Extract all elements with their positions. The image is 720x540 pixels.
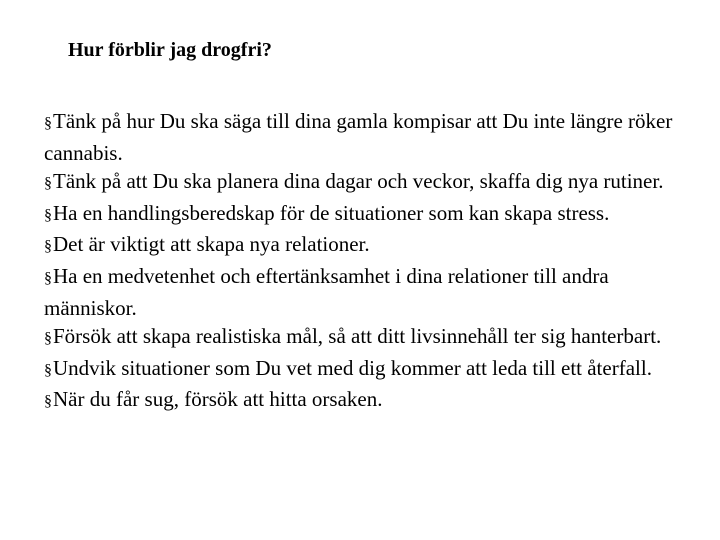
bullet-marker-icon: § [44,206,52,224]
bullet-text: När du får sug, försök att hitta orsaken. [53,387,383,412]
bullet-text: Ha en medvetenhet och eftertänksamhet i dina relationer till andra människor. [44,263,609,320]
bullet-text: Det är viktigt att skapa nya relationer. [53,232,370,257]
bullet-text: Tänk på att Du ska planera dina dagar och veckor, skaffa dig nya rutiner. [53,169,664,194]
bullet-list [44,107,704,417]
bullet-item [44,322,704,354]
bullet-item [44,230,704,262]
bullet-text: Undvik situationer som Du vet med dig kommer att leda till ett återfall. [53,355,652,380]
bullet-text: Försök att skapa realistiska mål, så att ditt livsinnehåll ter sig hanterbart. [53,324,662,349]
bullet-marker-icon: § [44,393,52,411]
bullet-item [44,167,704,199]
bullet-marker-icon: § [44,238,52,256]
bullet-item [44,385,704,417]
bullet-text: Ha en handlingsberedskap för de situationer som kan skapa stress. [53,200,610,225]
bullet-marker-icon: § [44,115,52,132]
bullet-item [44,107,704,167]
bullet-marker-icon: § [44,175,52,193]
bullet-item [44,354,704,386]
bullet-text: Tänk på hur Du ska säga till dina gamla kompisar att Du inte längre röker cannabis. [44,109,673,165]
bullet-marker-icon: § [44,361,52,379]
slide-title: Hur förblir jag drogfri? [68,39,272,61]
bullet-item [44,199,704,231]
bullet-item [44,262,704,322]
bullet-marker-icon: § [44,269,52,287]
bullet-marker-icon: § [44,330,52,348]
